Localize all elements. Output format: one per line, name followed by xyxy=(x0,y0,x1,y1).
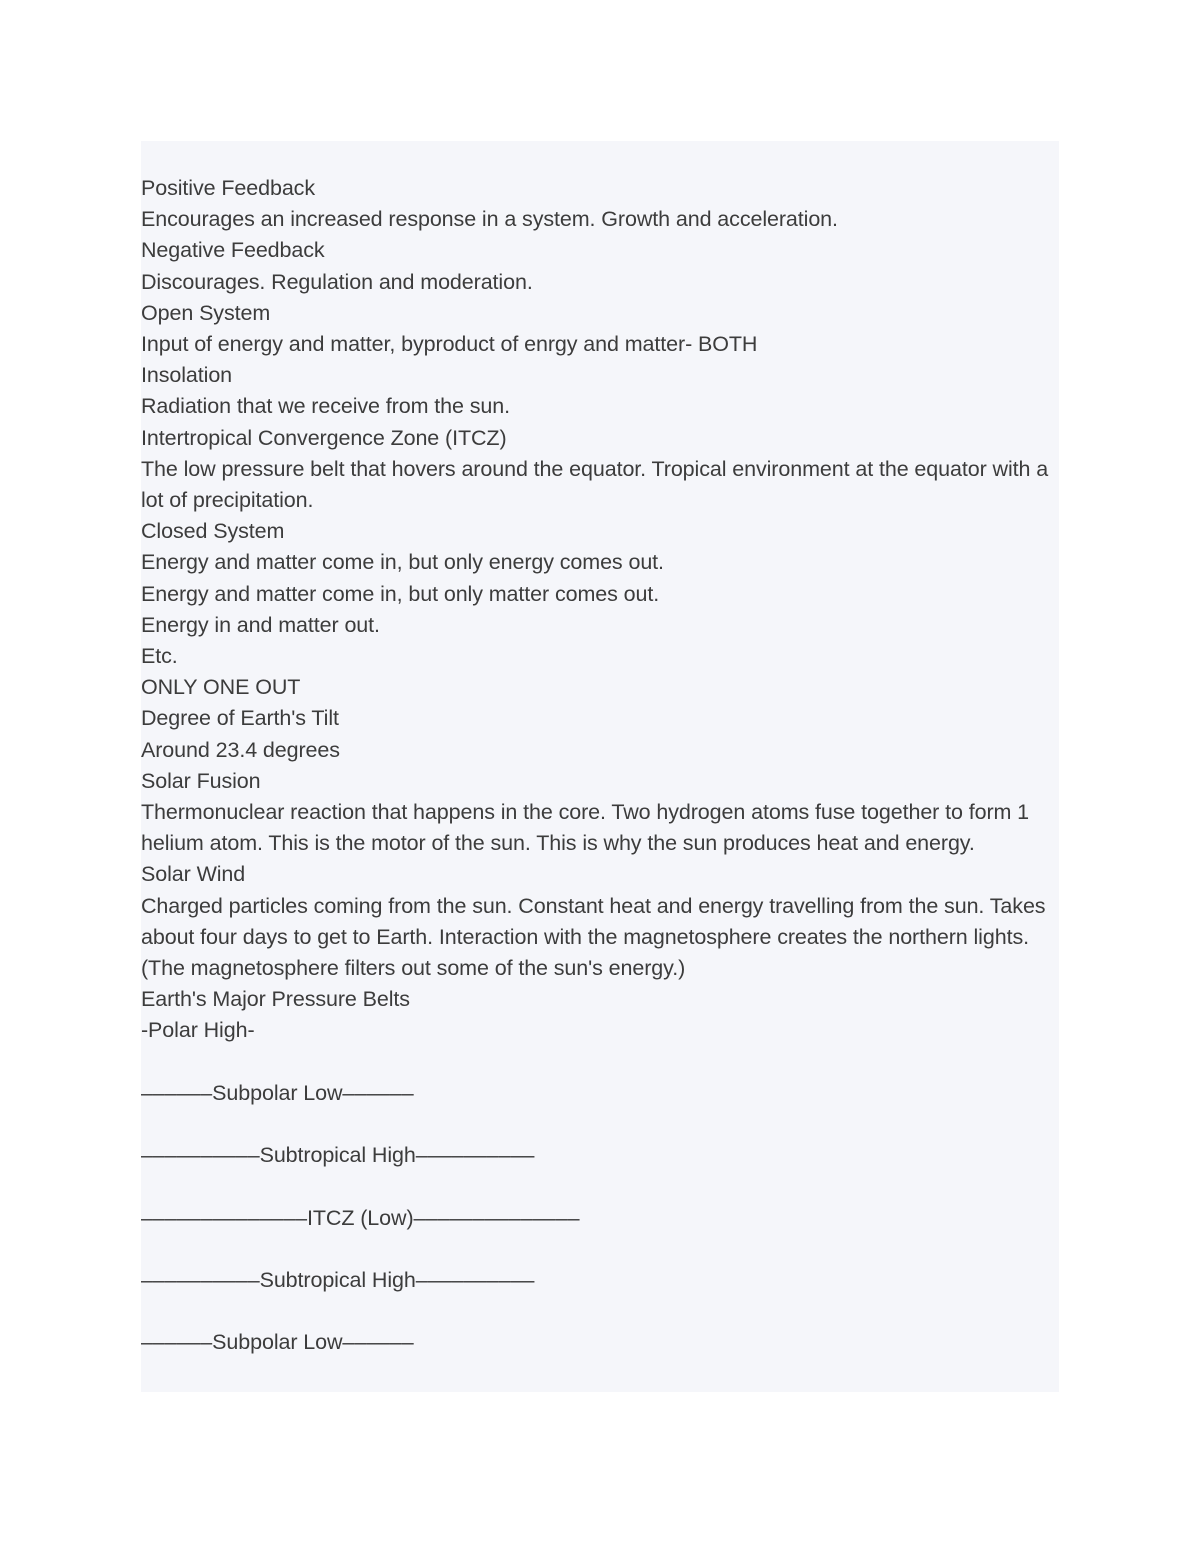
definition-insolation: Radiation that we receive from the sun. xyxy=(141,394,510,419)
term-earth-tilt: Degree of Earth's Tilt xyxy=(141,706,339,731)
blank-line xyxy=(141,1047,1059,1078)
definition-solar-fusion: Thermonuclear reaction that happens in the core. Two hydrogen atoms fuse together to form 1 helium atom. This is the motor of the sun. This is why the sun produces heat and energy. xyxy=(141,800,1030,856)
definition-open-system: Input of energy and matter, byproduct of enrgy and matter- BOTH xyxy=(141,332,758,357)
definition-positive-feedback: Encourages an increased response in a system. Growth and acceleration. xyxy=(141,207,838,232)
term-pressure-belts: Earth's Major Pressure Belts xyxy=(141,987,410,1012)
pressure-belt-line: ––––––––––Subtropical High–––––––––– xyxy=(141,1268,535,1293)
pressure-belt-line: ––––––Subpolar Low–––––– xyxy=(141,1330,414,1355)
definition-negative-feedback: Discourages. Regulation and moderation. xyxy=(141,269,533,294)
term-insolation: Insolation xyxy=(141,363,233,388)
term-negative-feedback: Negative Feedback xyxy=(141,238,325,263)
term-positive-feedback: Positive Feedback xyxy=(141,176,315,200)
definition-closed-system-5: ONLY ONE OUT xyxy=(141,675,301,700)
definition-closed-system-3: Energy in and matter out. xyxy=(141,612,380,637)
term-itcz: Intertropical Convergence Zone (ITCZ) xyxy=(141,425,507,450)
pressure-belt-line: ––––––––––Subtropical High–––––––––– xyxy=(141,1143,535,1168)
document-content xyxy=(141,173,1059,1359)
term-solar-wind: Solar Wind xyxy=(141,862,246,887)
definition-closed-system-1: Energy and matter come in, but only energy comes out. xyxy=(141,550,664,575)
pressure-belt-line: ––––––Subpolar Low–––––– xyxy=(141,1080,414,1105)
blank-line xyxy=(141,1109,1059,1140)
pressure-belt-line: ––––––––––––––ITCZ (Low)–––––––––––––– xyxy=(141,1205,580,1230)
definition-solar-wind: Charged particles coming from the sun. Constant heat and energy travelling from the sun. Takes about four days to get to Earth. Interaction with the magnetosphere creates the northern lights. (The magnetosphere filters out some of the sun's energy.) xyxy=(141,893,1046,981)
definition-earth-tilt: Around 23.4 degrees xyxy=(141,737,340,762)
term-solar-fusion: Solar Fusion xyxy=(141,768,261,793)
term-closed-system: Closed System xyxy=(141,519,285,544)
blank-line xyxy=(141,1171,1059,1202)
blank-line xyxy=(141,1296,1059,1327)
term-open-system: Open System xyxy=(141,300,271,325)
definition-itcz: The low pressure belt that hovers around the equator. Tropical environment at the equator with a lot of precipitation. xyxy=(141,456,1049,513)
definition-closed-system-4: Etc. xyxy=(141,644,178,669)
definition-pressure-belts: -Polar High- xyxy=(141,1018,255,1043)
blank-line xyxy=(141,1234,1059,1265)
definition-closed-system-2: Energy and matter come in, but only matter comes out. xyxy=(141,581,660,606)
